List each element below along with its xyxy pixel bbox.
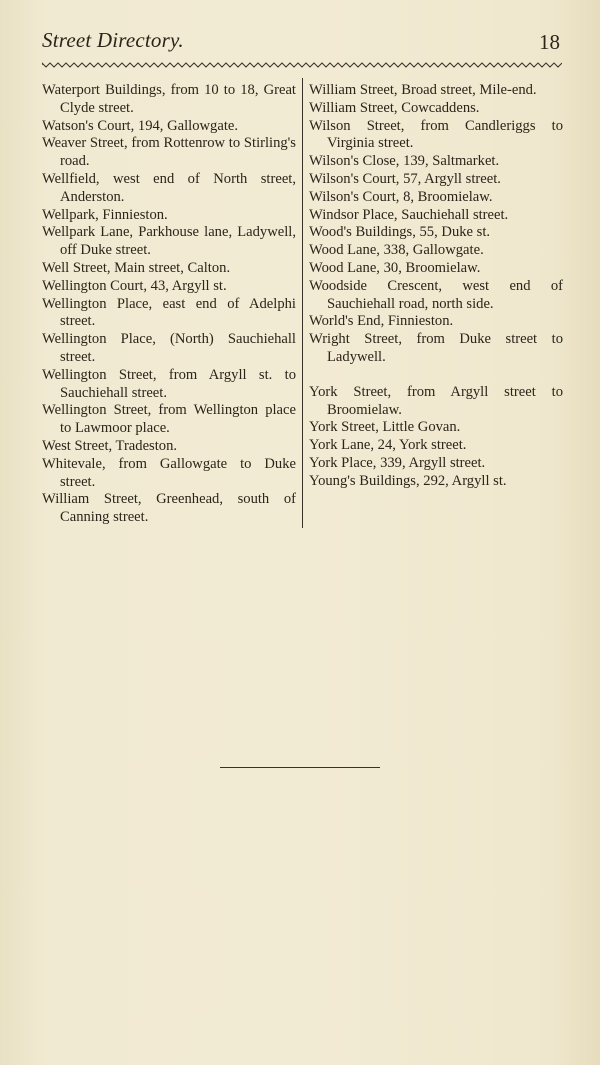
entry: Wellington Court, 43, Argyll st. <box>42 277 227 294</box>
entry: Wellington Place, (North) Sauchiehall street. <box>42 331 296 365</box>
entry: York Place, 339, Argyll street. <box>309 454 486 471</box>
entry: Wilson Street, from Candleriggs to Virginia street. <box>309 117 563 152</box>
entry: Weaver Street, from Rottenrow to Stirling's road. <box>42 135 296 170</box>
entry: Well Street, Main street, Calton. <box>42 259 231 276</box>
entry: Wellpark Lane, Parkhouse lane, Ladywell, off Duke street. <box>42 224 296 259</box>
entry: William Street, Greenhead, south of Canning street. <box>42 491 296 526</box>
entry: Wood Lane, 338, Gallowgate. <box>309 242 484 259</box>
entry: Wright Street, from Duke street to Ladywell. <box>309 331 563 365</box>
entry: West Street, Tradeston. <box>42 437 178 454</box>
entry: Wellington Place, east end of Adelphi street. <box>42 295 296 330</box>
wavy-rule <box>42 60 562 70</box>
entry: Waterport Buildings, from 10 to 18, Great Clyde street. <box>42 82 296 116</box>
page-title: Street Directory. <box>42 28 184 52</box>
end-rule <box>220 767 380 768</box>
entry: Wilson's Court, 57, Argyll street. <box>309 170 501 187</box>
entry: Wellington Street, from Argyll st. to Sauchiehall street. <box>42 366 296 401</box>
entry: Wellpark, Finnieston. <box>42 206 168 223</box>
entry: Wood Lane, 30, Broomielaw. <box>309 259 481 276</box>
column-divider <box>302 78 303 528</box>
entry: Wellfield, west end of North street, Anderston. <box>42 170 296 205</box>
entry: Whitevale, from Gallowgate to Duke street. <box>42 455 296 490</box>
entry: Woodside Crescent, west end of Sauchiehall road, north side. <box>309 277 563 312</box>
entry: William Street, Cowcaddens. <box>309 99 480 116</box>
entry: Watson's Court, 194, Gallowgate. <box>42 117 239 134</box>
entry: Wood's Buildings, 55, Duke st. <box>309 224 491 241</box>
right-column <box>309 82 563 491</box>
left-column <box>42 82 296 527</box>
entry: Windsor Place, Sauchiehall street. <box>309 206 509 223</box>
entry: World's End, Finnieston. <box>309 313 454 330</box>
entry: William Street, Broad street, Mile-end. <box>309 82 537 98</box>
entry: Wellington Street, from Wellington place to Lawmoor place. <box>42 402 296 437</box>
entry: Young's Buildings, 292, Argyll st. <box>309 472 507 489</box>
entry: Wilson's Court, 8, Broomielaw. <box>309 188 493 205</box>
page-number: 18 <box>539 30 560 54</box>
entry: York Street, from Argyll street to Broomielaw. <box>309 383 563 418</box>
entry: York Lane, 24, York street. <box>309 437 467 454</box>
entry: Wilson's Close, 139, Saltmarket. <box>309 153 500 170</box>
entry: York Street, Little Govan. <box>309 419 461 436</box>
